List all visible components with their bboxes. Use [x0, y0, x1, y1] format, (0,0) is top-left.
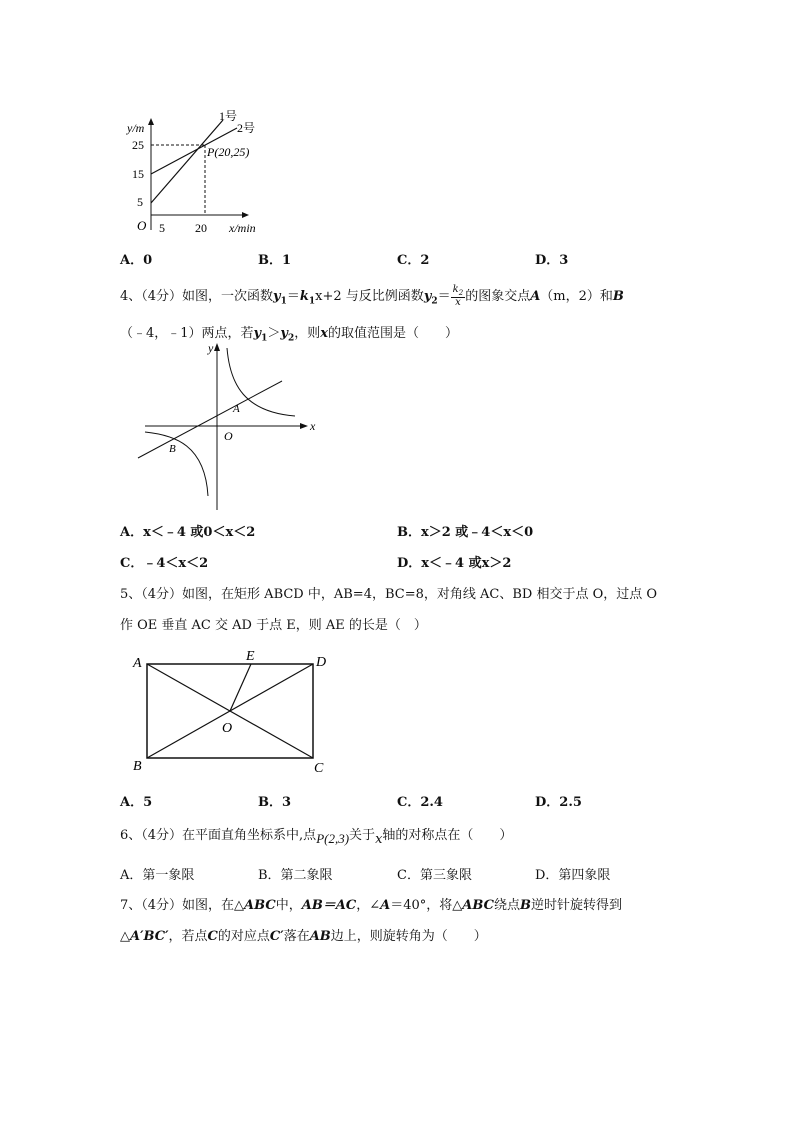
q7-question-line-1 [120, 894, 622, 913]
q3-option-d[interactable]: D．3 [535, 253, 569, 268]
q4-option-d[interactable]: D．x＜﹣4 或x＞2 [397, 556, 512, 571]
q5-question-line-1: 5、（4分）如图，在矩形 ABCD 中，AB=4，BC=8，对角线 AC、BD 相交于点 O，过点 O [120, 587, 658, 602]
q4-text-1: 4、（4分）如图，一次函数 [120, 289, 274, 304]
q5-label-o: O [222, 721, 233, 736]
q3-x-tick-5: 5 [159, 221, 165, 235]
q4-frac-den: x [455, 297, 461, 308]
q3-y-tick-15: 15 [132, 167, 144, 181]
q4-frac-num-sub: 2 [458, 289, 464, 297]
q7-text-1: 7、（4分）如图，在△ [120, 898, 245, 913]
q6-suffix: 轴的对称点在（ ） [382, 828, 513, 843]
q3-point-label: P(20,25) [207, 145, 250, 159]
q4-point-b-label: B [169, 443, 176, 455]
q4-y2-sub: 2 [431, 296, 438, 307]
q4-point-a-label: A [233, 403, 240, 415]
q3-x-tick-20: 20 [195, 221, 207, 235]
q7-ab-ac: AB＝AC [301, 898, 357, 913]
q3-y-arrow [148, 118, 154, 125]
q7-ab: AB [309, 929, 331, 944]
q4-origin-label: O [224, 429, 233, 443]
q3-line2-label: 2号 [237, 121, 256, 135]
q4-k1-sub: 1 [308, 296, 316, 307]
q5-option-d[interactable]: D．2.5 [535, 795, 582, 810]
q7-point-c-prime: C′ [269, 929, 284, 944]
q4-text-2: x+2 与反比例函数 [315, 289, 424, 304]
q4-x-arrow [300, 423, 308, 429]
q3-x-axis-label: x/min [229, 221, 256, 235]
q7-text-4: ＝40°，将△ [390, 898, 463, 913]
q6-x: x [375, 832, 383, 847]
q3-figure [115, 108, 275, 238]
q3-x-arrow [242, 212, 249, 218]
q7-text-3: ，∠ [356, 898, 381, 913]
q6-point: P(2,3) [316, 831, 350, 846]
q7-text-8: ，若点 [168, 929, 208, 944]
q5-figure [128, 644, 338, 776]
q4-y-arrow [214, 343, 220, 351]
q4-linear-graph [138, 381, 282, 458]
q7-abc-1: ABC [244, 898, 276, 913]
q5-label-d: D [316, 655, 327, 670]
q7-question-line-2 [120, 925, 487, 944]
q5-option-c[interactable]: C．2.4 [397, 795, 443, 810]
q7-abc-2: ABC [462, 898, 494, 913]
q7-angle-a: A [380, 898, 391, 913]
q4-gt: ＞ [267, 326, 281, 341]
q3-option-c[interactable]: C．2 [397, 253, 430, 268]
q4-eq2: ＝ [437, 289, 451, 304]
q5-option-a[interactable]: A．5 [120, 795, 153, 810]
q5-option-b[interactable]: B．3 [258, 795, 292, 810]
q5-label-a: A [133, 656, 142, 671]
q4-point-b: B [612, 289, 624, 304]
q5-question-line-2: 作 OE 垂直 AC 交 AD 于点 E，则 AE 的长是（ ） [120, 618, 427, 633]
q4-question-line-1 [120, 285, 624, 308]
q7-text-6: 逆时针旋转得到 [530, 898, 622, 913]
q5-segment-oe [230, 664, 251, 711]
q4-y-label: y [208, 341, 214, 355]
q4-text-5: （﹣4，﹣1）两点，若 [120, 326, 254, 341]
q7-text-11: 边上，则旋转角为（ ） [330, 929, 487, 944]
q4-cmp-y1: y [253, 326, 262, 341]
q4-text-6: ，则 [294, 326, 321, 341]
q5-label-b: B [133, 759, 142, 774]
q4-frac-num: k [452, 284, 459, 295]
q3-y-tick-25: 25 [132, 138, 144, 152]
q4-option-b[interactable]: B．x＞2 或﹣4＜x＜0 [397, 525, 534, 540]
q4-y1: y [273, 289, 281, 304]
q4-eq: ＝ [286, 289, 300, 304]
q3-y-tick-5: 5 [137, 195, 143, 209]
q5-label-c: C [314, 761, 324, 776]
q7-text-5: 绕点 [493, 898, 520, 913]
q4-y1-sub: 1 [280, 296, 287, 307]
q7-text-9: 的对应点 [217, 929, 270, 944]
q3-y-axis-label: y/m [127, 121, 145, 135]
q7-abc-3: A′BC′ [130, 929, 169, 944]
q6-prefix: 6、（4分）在平面直角坐标系中,点 [120, 828, 317, 843]
q7-text-10: 落在 [283, 929, 310, 944]
q3-line-1 [151, 120, 223, 203]
q3-origin: O [137, 218, 147, 233]
q6-option-c[interactable]: C．第三象限 [397, 868, 472, 883]
q6-option-d[interactable]: D．第四象限 [535, 868, 611, 883]
q7-point-c: C [207, 929, 218, 944]
q7-point-b: B [519, 898, 531, 913]
q3-line1-label: 1号 [219, 109, 238, 123]
q4-k1: k [299, 289, 309, 304]
q7-text-7: △ [120, 929, 130, 944]
q4-figure [135, 340, 325, 515]
q4-option-a[interactable]: A．x＜﹣4 或0＜x＜2 [120, 525, 256, 540]
q4-cmp-y1-sub: 1 [261, 333, 268, 344]
q3-option-a[interactable]: A．0 [120, 253, 153, 268]
q6-option-b[interactable]: B．第二象限 [258, 868, 333, 883]
q4-y2: y [423, 289, 432, 304]
q4-hyperbola-branch-2 [145, 432, 208, 496]
q4-fraction [451, 285, 466, 308]
q6-option-a[interactable]: A．第一象限 [120, 868, 195, 883]
q6-mid: 关于 [349, 828, 376, 843]
q4-text-3: 的图象交点 [465, 289, 531, 304]
q7-text-2: 中， [275, 898, 302, 913]
q4-cmp-y2-sub: 2 [287, 333, 295, 344]
q4-point-a: A [530, 289, 541, 304]
q4-x: x [320, 326, 328, 341]
q4-text-4: （m，2）和 [540, 289, 613, 304]
q3-option-b[interactable]: B．1 [258, 253, 292, 268]
q4-text-7: 的取值范围是（ ） [328, 326, 459, 341]
q4-option-c[interactable]: C．﹣4＜x＜2 [120, 556, 209, 571]
q4-cmp-y2: y [280, 326, 288, 341]
q5-label-e: E [246, 649, 255, 664]
q6-question-line [120, 824, 513, 847]
q4-x-label: x [310, 419, 316, 433]
